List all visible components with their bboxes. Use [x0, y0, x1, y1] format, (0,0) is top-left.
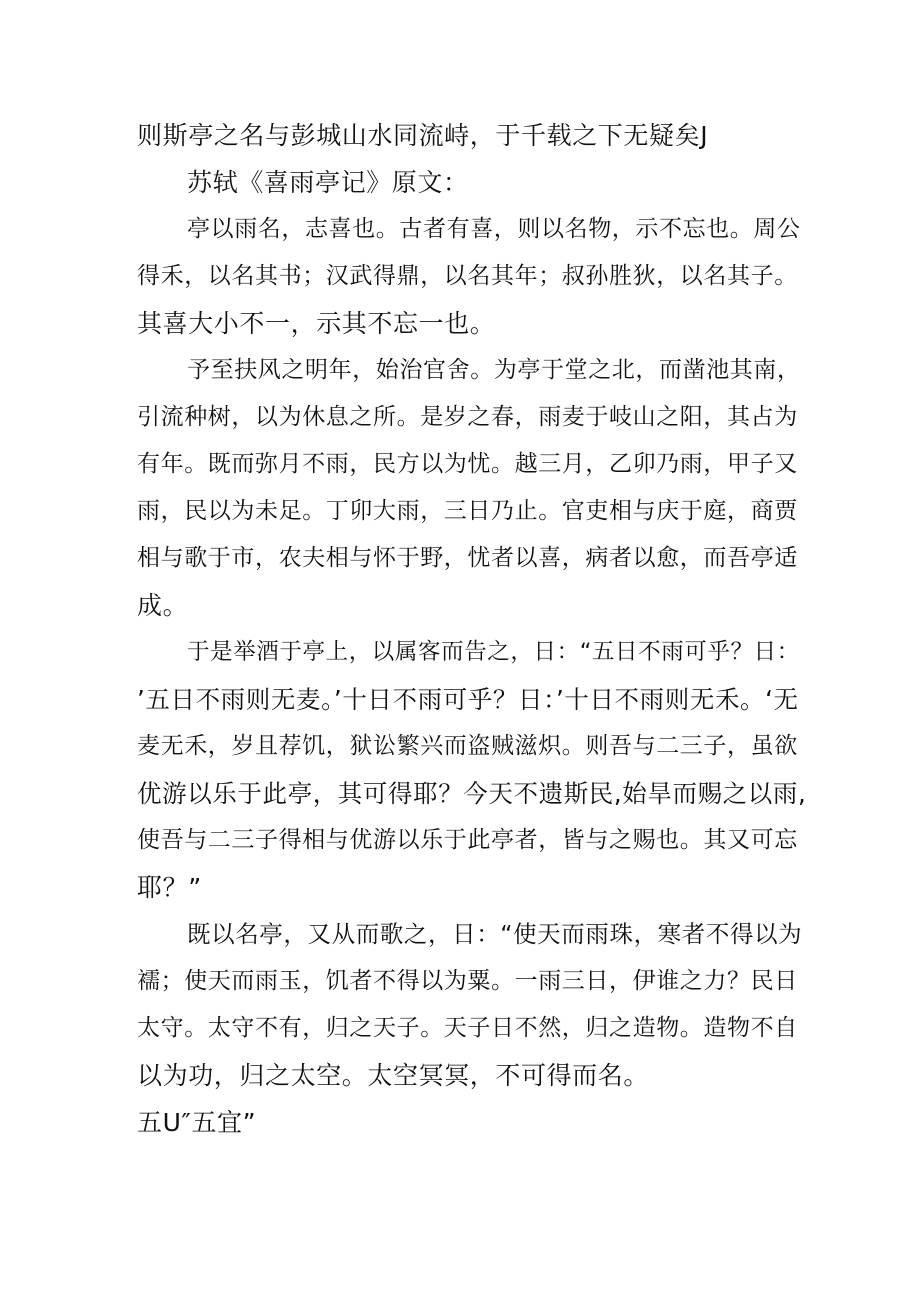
- text-line: 引流种树，以为休息之所。是岁之春，雨麦于岐山之阳，其占为: [137, 404, 798, 430]
- text-line: 则斯亭之名与彭城山水同流峙，于千载之下无疑矣J: [137, 121, 709, 150]
- text-line: 既以名亭，又从而歌之，日：“使天而雨珠，寒者不得以为: [187, 920, 803, 948]
- text-line: 雨，民以为未足。丁卯大雨，三日乃止。官吏相与庆于庭，商贾: [137, 498, 798, 524]
- document-body: [137, 112, 809, 1146]
- text-line: 优游以乐于此亭，其可得耶？今天不遗斯民,始旱而赐之以雨,: [137, 779, 807, 808]
- text-line: 予至扶风之明年，始治官舍。为亭于堂之北，而凿池其南，: [187, 357, 801, 383]
- text-line: 相与歌于市，农夫相与怀于野，忧者以喜，病者以愈，而吾亭适: [137, 545, 798, 571]
- text-line: 五U″五宜”: [137, 1108, 257, 1137]
- text-line: 以为功，归之太空。太空冥冥，不可得而名。: [137, 1061, 650, 1090]
- text-line: ’五日不雨则无麦。’十日不雨可乎？日：’十日不雨则无禾。‘无: [137, 685, 799, 714]
- text-line: 得禾，以名其书；汉武得鼎，以名其年；叔孙胜狄，以名其子。: [137, 263, 798, 289]
- text-line: 麦无禾，岁且荐饥，狱讼繁兴而盗贼滋炽。则吾与二三子，虽欲: [137, 733, 798, 759]
- text-line: 成。: [137, 591, 189, 620]
- text-line: 苏轼《喜雨亭记》原文：: [187, 168, 469, 197]
- text-line: 耶？”: [137, 873, 202, 902]
- text-line: 有年。既而弥月不雨，民方以为忧。越三月，乙卯乃雨，甲子又: [137, 451, 798, 477]
- text-line: 襦；使天而雨玉，饥者不得以为粟。一雨三日，伊谁之力？民日: [137, 968, 798, 994]
- text-line: 其喜大小不一，示其不忘一也。: [137, 309, 496, 338]
- text-line: 于是举酒于亭上，以属客而告之，日：“五日不雨可乎？日：: [187, 639, 800, 665]
- text-line: 使吾与二三子得相与优游以乐于此亭者，皆与之赐也。其又可忘: [137, 827, 798, 853]
- text-line: 太守。太守不有，归之天子。天子日不然，归之造物。造物不自: [137, 1015, 798, 1041]
- text-line: 亭以雨名，志喜也。古者有喜，则以名物，示不忘也。周公: [187, 216, 801, 242]
